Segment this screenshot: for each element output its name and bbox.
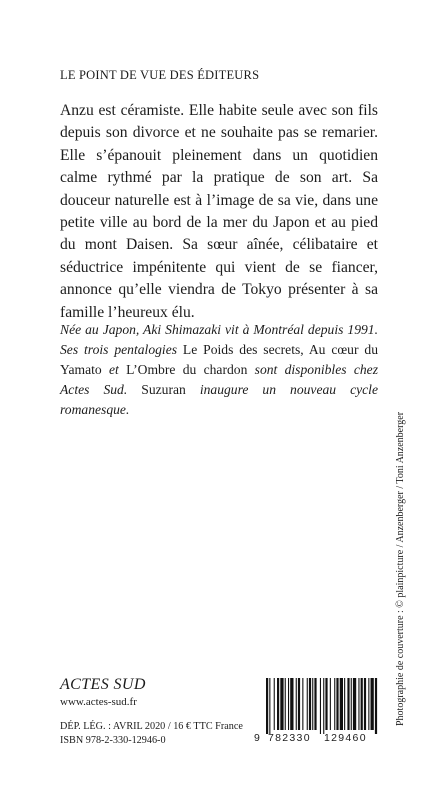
bio-part: L’Ombre du chardon [118,362,255,377]
barcode-bar [269,678,270,734]
barcode-bar [358,678,359,730]
barcode-group-left: 782330 [268,732,311,744]
barcode-bar [266,678,268,734]
legal-info [60,720,243,748]
publisher-website: www.actes-sud.fr [60,696,137,708]
barcode-bar [320,678,321,734]
barcode-bar [340,678,343,730]
barcode-bar [334,678,335,730]
bio-part: sont disponibles chez Actes Sud. [60,362,378,397]
publisher-logo: ACTES SUD [60,676,146,693]
barcode-bar [314,678,316,730]
barcode-bar [309,678,311,730]
photo-credit [395,411,406,726]
bio-part: Le Poids des secrets, Au cœur du Yamato [60,342,378,377]
barcode-bar [336,678,338,730]
barcode-lead-digit: 9 [254,732,260,744]
barcode-bar [302,678,303,730]
barcode-bar [285,678,286,730]
barcode-bar [347,678,349,730]
barcode-bars [254,678,380,734]
barcode-bar [330,678,331,730]
bio-part: Née au Japon, Aki Shimazaki vit à Montréal depuis 1991. Ses trois pentalogies [60,322,378,357]
barcode-bar [344,678,345,730]
barcode-bar [364,678,366,730]
barcode-bar [296,678,297,730]
barcode-bar [323,678,324,734]
barcode-bar [351,678,352,730]
barcode-bar [280,678,283,730]
barcode-bar [361,678,363,730]
barcode-bar [371,678,374,730]
barcode-group-right: 129460 [324,732,367,744]
photo-credit-text: Photographie de couverture : © plainpicture / Anzenberger / Toni Anzenberger [395,411,406,726]
barcode [254,678,380,750]
author-bio [60,320,378,420]
barcode-bar [307,678,308,730]
barcode-bar [290,678,293,730]
barcode-digits [254,732,380,746]
bio-part: Suzuran [127,382,200,397]
legal-deposit: DÉP. LÉG. : AVRIL 2020 / 16 € TTC France [60,721,243,732]
barcode-bar [353,678,356,730]
barcode-bar [368,678,369,730]
page-heading: LE POINT DE VUE DES ÉDITEURS [60,68,260,82]
barcode-bar [277,678,279,730]
barcode-bar [288,678,289,730]
barcode-bar [312,678,313,730]
barcode-bar [274,678,275,730]
barcode-bar [325,678,327,730]
bio-part: et [108,362,119,377]
barcode-bar [298,678,300,730]
bio-part: inaugure un nouveau cycle romanesque. [60,382,378,417]
barcode-bar [375,678,377,734]
summary-paragraph: Anzu est céramiste. Elle habite seule avec son fils depuis son divorce et ne souhaite pas se remarier. Elle s’épanouit pleinement dans un quotidien calme rythmé par la pratique de son art. Sa douceur naturelle est à l’image de sa vie, dans une petite ville au bord de la mer du Japon et au pied du mont Daisen. Sa sœur aînée, célibataire et séductrice impénitente qui vient de se fiancer, annonce qu’elle viendra de Tokyo présenter à sa famille l’heureux élu. [60,102,378,321]
isbn: ISBN 978-2-330-12946-0 [60,735,166,746]
